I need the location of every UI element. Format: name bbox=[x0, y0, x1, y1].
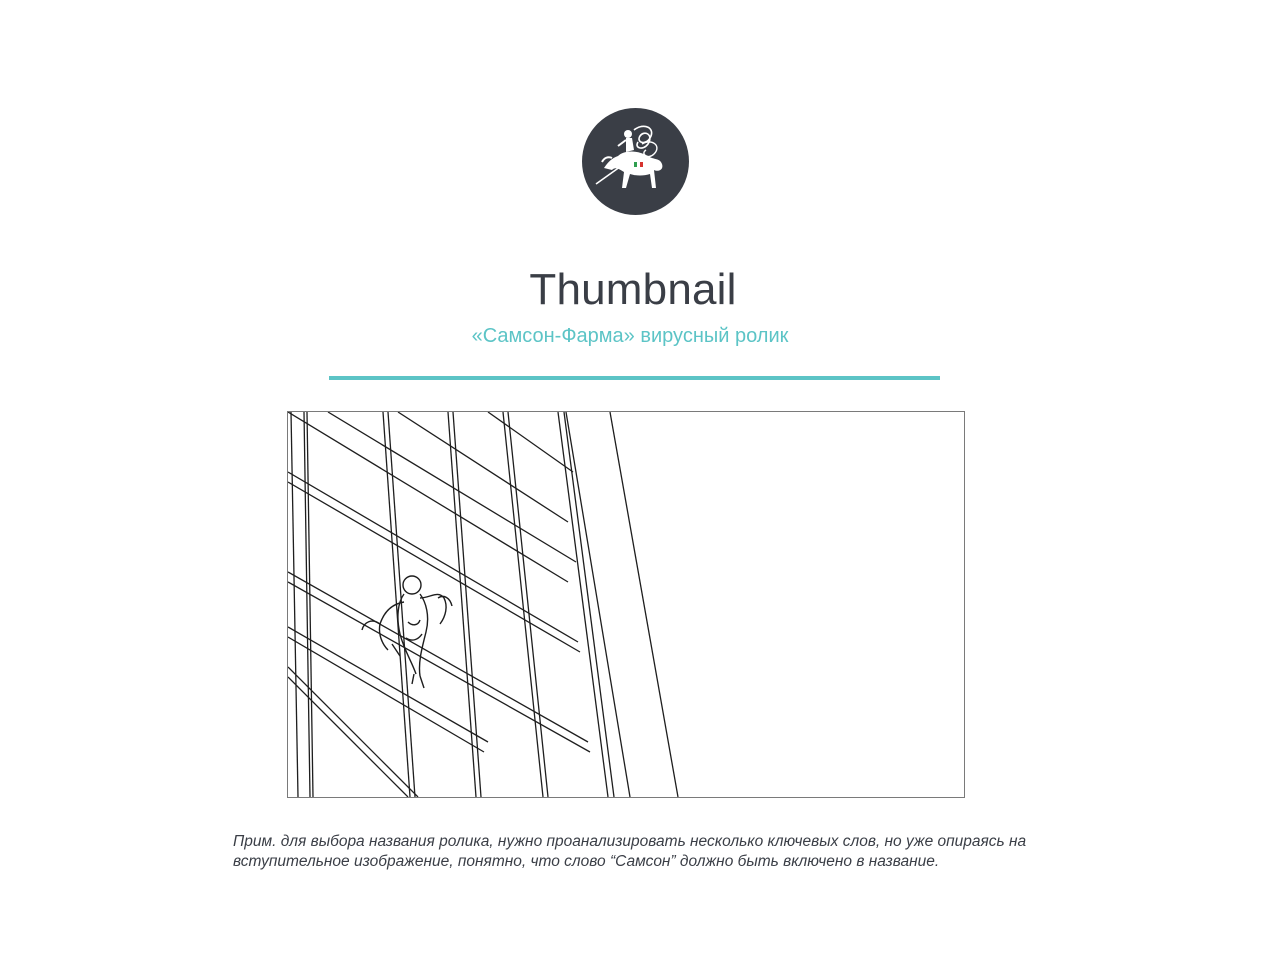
thumbnail-sketch-frame bbox=[287, 411, 965, 798]
horseman-logo-icon bbox=[582, 108, 689, 215]
divider bbox=[329, 376, 940, 380]
page-title: Thumbnail bbox=[529, 265, 737, 314]
page-subtitle: «Самсон-Фарма» вирусный ролик bbox=[471, 325, 789, 347]
climbing-man-sketch bbox=[288, 412, 964, 797]
note-text: Прим. для выбора названия ролика, нужно проанализировать несколько ключевых слов, но уже опираясь на вступительное изображение, понятно, что слово “Самсон” должно быть включено в название. bbox=[233, 833, 1027, 870]
